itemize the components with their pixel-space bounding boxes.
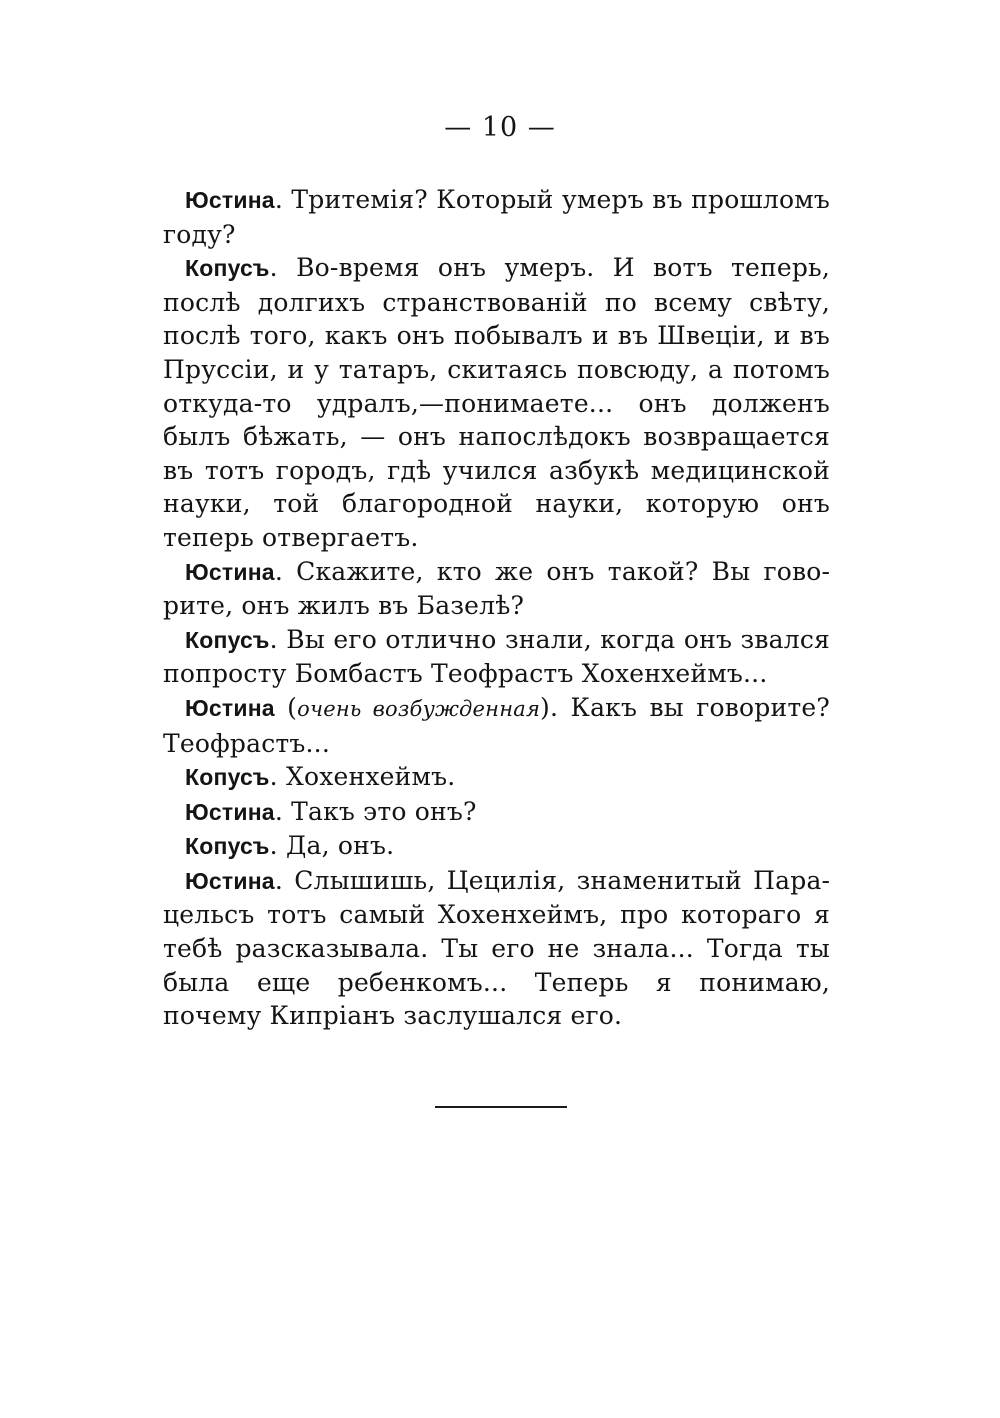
speech-text: Во-время онъ умеръ. И вотъ теперь, послѣ долгихъ странствованій по всему свѣту, послѣ того, какъ онъ побывалъ и въ Швеціи, и въ Пруссіи, и у татаръ, скитаясь повсюду, а потомъ откуда-то удралъ,—понимаете... онъ долженъ былъ бѣжать, — онъ напослѣдокъ возвращается въ тотъ городъ, гдѣ учился азбукѣ медицинской науки, той благородной науки, которую онъ теперь отвергаетъ.: [163, 253, 830, 552]
speaker-name: Копусъ: [185, 626, 270, 653]
speaker-name: Копусъ: [185, 833, 270, 860]
speaker-separator: .: [269, 624, 287, 654]
speaker-name: Юстина: [185, 558, 275, 585]
speaker-name: Юстина: [185, 694, 275, 721]
dialogue-paragraph: [163, 864, 830, 1033]
dialogue-paragraph: [163, 183, 830, 251]
speaker-separator: .: [269, 253, 297, 283]
speaker-separator: .: [269, 762, 286, 792]
dialogue-paragraph: [163, 760, 830, 795]
speech-text: Скажите, кто же онъ такой? Вы говорите, онъ жилъ въ Базелѣ?: [163, 556, 830, 621]
speech-text: Слышишь, Цецилія, знаменитый Парацельсъ тотъ самый Хохенхеймъ, про котораго я тебѣ разсказывала. Ты его не знала... Тогда ты была еще ребенкомъ... Теперь я понимаю, почему Кипріанъ заслушался его.: [163, 865, 830, 1031]
speaker-name: Юстина: [185, 187, 275, 213]
speech-text: Да, онъ.: [285, 831, 395, 861]
speech-text: Такъ это онъ?: [291, 796, 477, 826]
speaker-name: Юстина: [185, 798, 275, 825]
page-number: — 10 —: [444, 112, 556, 143]
speaker-separator: [275, 693, 287, 722]
speaker-name: Копусъ: [185, 764, 270, 791]
section-end-rule: [435, 1106, 567, 1108]
dialogue-paragraph: [163, 251, 830, 554]
speaker-separator: .: [274, 865, 295, 895]
speech-text: Тритемія? Который умеръ въ прошломъ году?: [163, 185, 830, 249]
speaker-name: Копусъ: [185, 255, 270, 282]
dialogue-paragraph: [163, 555, 830, 623]
speaker-separator: .: [274, 556, 297, 586]
dialogue-paragraph: [163, 795, 830, 830]
dialogue-paragraph: [163, 829, 830, 864]
speech-text: Хохенхеймъ.: [285, 762, 456, 792]
speaker-separator: .: [274, 185, 292, 214]
speaker-separator: .: [269, 831, 286, 861]
dialogue-paragraph: [163, 623, 830, 691]
stage-direction-open-paren: (: [287, 692, 298, 722]
dialogue-paragraph: [163, 691, 830, 760]
speech-text: . Какъ вы говорите? Теофрастъ...: [163, 692, 830, 758]
dialogue-text: [163, 183, 830, 1033]
speech-text: Вы его отлично знали, когда онъ звался попросту Бомбастъ Теофрастъ Хохенхеймъ...: [163, 624, 830, 689]
speaker-name: Юстина: [185, 867, 275, 894]
speaker-separator: .: [274, 796, 292, 826]
stage-direction-close-paren: ): [540, 692, 551, 722]
stage-direction: очень возбужденная: [297, 696, 541, 721]
